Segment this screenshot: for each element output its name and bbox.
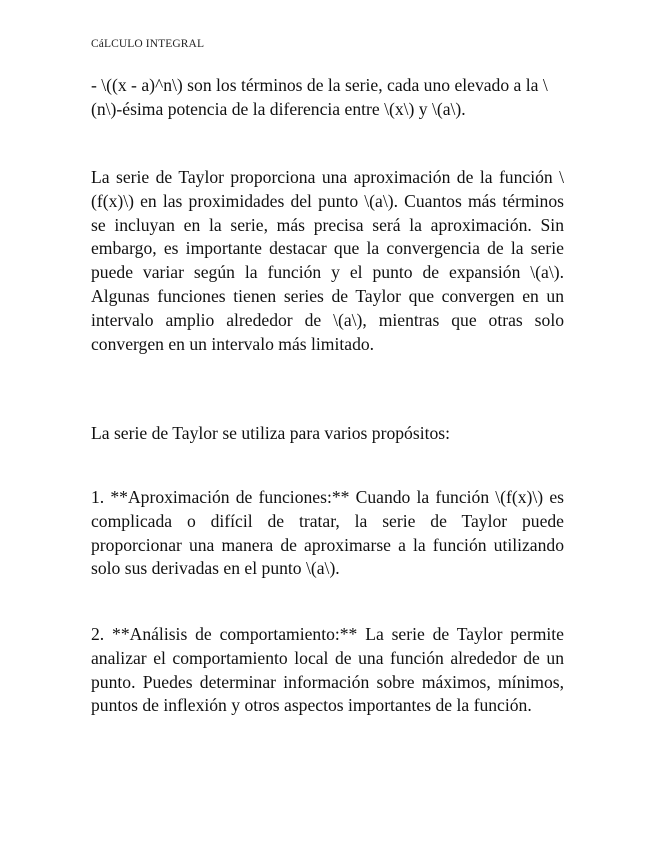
paragraph-term-definition: - \((x - a)^n\) son los términos de la serie, cada uno elevado a la \(n\)-ésima potencia de la diferencia entre \(x\) y \(a\). (91, 75, 548, 119)
list-item-function-approximation: 1. **Aproximación de funciones:** Cuando la función \(f(x)\) es complicada o difícil de tratar, la serie de Taylor puede proporcionar una manera de aproximarse a la función utilizando solo sus derivadas en el punto \(a\). (91, 487, 564, 579)
list-item-behavior-analysis: 2. **Análisis de comportamiento:** La serie de Taylor permite analizar el comportamiento local de una función alrededor de un punto. Puedes determinar información sobre máximos, mínimos, puntos de inflexión y otros aspectos importantes de la función. (91, 624, 564, 716)
paragraph-uses-intro: La serie de Taylor se utiliza para varios propósitos: (91, 423, 451, 443)
paragraph-taylor-approximation: La serie de Taylor proporciona una aproximación de la función \(f(x)\) en las proximidades del punto \(a\). Cuantos más términos se incluyan en la serie, más precisa será la aproximación. Sin embargo, es importante destacar que la convergencia de la serie puede variar según la función y el punto de expansión \(a\). Algunas funciones tienen series de Taylor que convergen en un intervalo amplio alrededor de \(a\), mientras que otras solo convergen en un intervalo más limitado. (91, 167, 564, 354)
running-header: CáLCULO INTEGRAL (91, 38, 205, 50)
